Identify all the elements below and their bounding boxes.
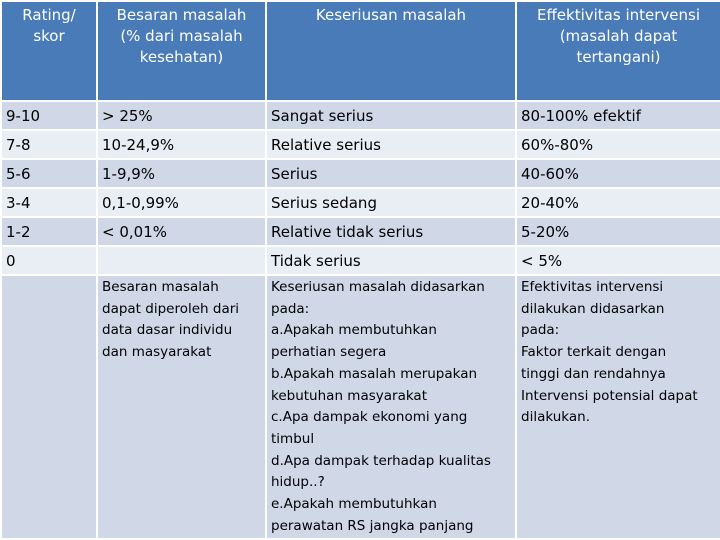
- cell-rating: 3-4: [1, 188, 97, 217]
- note-line: e.Apakah membutuhkan: [271, 496, 437, 513]
- cell-efektivitas: < 5%: [516, 246, 720, 275]
- header-efektivitas: [516, 1, 720, 101]
- cell-rating: 0: [1, 246, 97, 275]
- cell-efektivitas: 40-60%: [516, 159, 720, 188]
- cell-keseriusan: Relative tidak serius: [266, 217, 516, 246]
- notes-efektivitas: [516, 275, 720, 539]
- note-line: data dasar individu: [102, 322, 233, 339]
- notes-besaran: [97, 275, 266, 539]
- note-line: dan masyarakat: [102, 344, 212, 361]
- note-line: a.Apakah membutuhkan: [271, 322, 437, 339]
- cell-keseriusan: Serius sedang: [266, 188, 516, 217]
- table-row: [1, 217, 720, 246]
- header-row: [1, 1, 720, 101]
- note-line: dilakukan didasarkan: [521, 300, 665, 317]
- notes-keseriusan: [266, 275, 516, 539]
- note-line: c.Apa dampak ekonomi yang: [271, 409, 468, 426]
- table-row: [1, 159, 720, 188]
- note-line: dapat diperoleh dari: [102, 300, 240, 317]
- cell-besaran: [97, 246, 266, 275]
- header-besaran: [97, 1, 266, 101]
- cell-besaran: 10-24,9%: [97, 130, 266, 159]
- cell-rating: 5-6: [1, 159, 97, 188]
- table-row: [1, 130, 720, 159]
- note-line: Faktor terkait dengan: [521, 344, 667, 361]
- header-keseriusan-text: Keseriusan masalah: [315, 6, 467, 24]
- header-keseriusan: [266, 1, 516, 101]
- note-line: perawatan RS jangka panjang: [271, 517, 474, 534]
- note-line: hidup..?: [271, 474, 325, 491]
- note-line: Besaran masalah: [102, 279, 219, 295]
- note-line: Efektivitas intervensi: [521, 279, 664, 295]
- cell-rating: 7-8: [1, 130, 97, 159]
- notes-row: [1, 275, 720, 539]
- note-line: Keseriusan masalah didasarkan: [271, 279, 485, 295]
- cell-besaran: > 25%: [97, 101, 266, 130]
- cell-efektivitas: 20-40%: [516, 188, 720, 217]
- note-line: kebutuhan masyarakat: [271, 387, 427, 404]
- note-line: perhatian segera: [271, 344, 387, 361]
- note-line: pada:: [271, 300, 310, 317]
- table-row: [1, 101, 720, 130]
- cell-efektivitas: 60%-80%: [516, 130, 720, 159]
- table-row: [1, 188, 720, 217]
- cell-efektivitas: 80-100% efektif: [516, 101, 720, 130]
- note-line: d.Apa dampak terhadap kualitas: [271, 452, 491, 469]
- cell-keseriusan: Serius: [266, 159, 516, 188]
- cell-efektivitas: 5-20%: [516, 217, 720, 246]
- note-line: Intervensi potensial dapat: [521, 387, 698, 404]
- cell-keseriusan: Relative serius: [266, 130, 516, 159]
- note-line: timbul: [271, 430, 315, 447]
- cell-rating: 1-2: [1, 217, 97, 246]
- header-besaran-text: Besaran masalah (% dari masalah kesehatan): [116, 6, 247, 66]
- note-line: b.Apakah masalah merupakan: [271, 365, 478, 382]
- note-line: tinggi dan rendahnya: [521, 365, 666, 382]
- note-line: pada:: [521, 322, 560, 339]
- note-line: dilakukan.: [521, 409, 591, 426]
- cell-besaran: 1-9,9%: [97, 159, 266, 188]
- header-rating: [1, 1, 97, 101]
- notes-rating: [1, 275, 97, 539]
- header-efektivitas-text: Effektivitas intervensi (masalah dapat tertangani): [536, 6, 701, 66]
- table-row: [1, 246, 720, 275]
- cell-keseriusan: Sangat serius: [266, 101, 516, 130]
- cell-besaran: 0,1-0,99%: [97, 188, 266, 217]
- header-rating-text: Rating/ skor: [22, 6, 76, 45]
- cell-rating: 9-10: [1, 101, 97, 130]
- cell-besaran: < 0,01%: [97, 217, 266, 246]
- cell-keseriusan: Tidak serius: [266, 246, 516, 275]
